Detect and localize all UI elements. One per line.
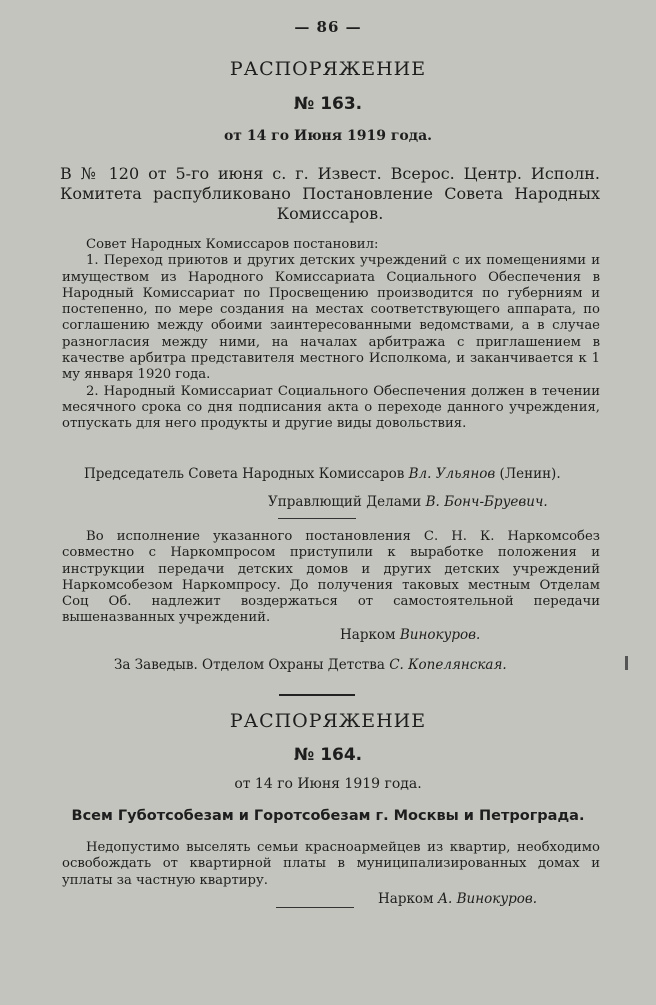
order-164-title: РАСПОРЯЖЕНИЕ [229, 710, 427, 732]
signature-narkom-1-role: Нарком [340, 627, 396, 643]
order-164-date: от 14 го Июня 1919 года. [234, 776, 422, 792]
order-164-address: Всем Губотсобезам и Горотсобезам г. Москвы и Петрограда. [71, 808, 585, 824]
order-164-number: № 164. [293, 745, 363, 765]
signature-chairman-suffix: (Ленин). [499, 466, 561, 482]
signature-manager-role: Управлющий Делами [268, 494, 422, 510]
divider-section [279, 694, 355, 696]
page-number: — 86 — [294, 18, 362, 36]
order-163-title: РАСПОРЯЖЕНИЕ [229, 58, 427, 80]
signature-narkom-2-name: А. Винокуров. [437, 891, 538, 907]
signature-narkom-1 [340, 627, 480, 643]
divider-short-2 [276, 907, 354, 908]
signature-chairman-name: Вл. Ульянов [408, 466, 496, 482]
signature-child-dept [114, 657, 507, 673]
order-163-intro: В № 120 от 5-го июня с. г. Извест. Всерос. Центр. Исполн. Комитета распубликовано Постановление Совета Народных Комиссаров. [60, 164, 600, 223]
order-163-number: № 163. [293, 94, 363, 114]
order-163-date: от 14 го Июня 1919 года. [223, 128, 433, 144]
decree-preamble: Совет Народных Комиссаров постановил: [86, 237, 379, 252]
signature-narkom-1-name: Винокуров. [399, 627, 481, 643]
signature-manager-name: В. Бонч-Бруевич. [425, 494, 548, 510]
signature-narkom-2-role: Нарком [378, 891, 434, 907]
signature-chairman [84, 466, 561, 482]
order-163-decree [62, 237, 600, 433]
decree-paragraph-1: 1. Переход приютов и других детских учреждений с их помещениями и имуществом из Народного Комиссариата Социального Обеспечения в Народный Комиссариат по Просвещению производится по губерниям и постепенно, по мере создания на местах соответствующего аппарата, по соглашению между обоими заинтересованными ведомствами, а в случае разногласия между ними, на началах арбитража с приглашением в качестве арбитра представителя местного Исполкома, и заканчивается к 1 му января 1920 года. [62, 253, 600, 383]
execution-paragraph: Во исполнение указанного постановления С. Н. К. Наркомсобез совместно с Наркомпросом приступили к выработке положения и инструкции передачи детских домов и других детских учреждений Наркомсобезом Наркомпросу. До получения таковых местным Отделам Соц Об. надлежит воздержаться от самостоятельной передачи вышеназванных учреждений. [62, 529, 600, 626]
signature-manager [268, 494, 548, 510]
signature-child-dept-role: За Заведыв. Отделом Охраны Детства [114, 657, 385, 673]
order-164-text: Недопустимо выселять семьи красноармейцев из квартир, необходимо освобождать от квартирной платы в муниципализированных домах и уплаты за частную квартиру. [62, 840, 600, 888]
signature-child-dept-name: С. Копелянская. [389, 657, 507, 673]
divider-short-1 [278, 518, 356, 519]
signature-narkom-2 [378, 891, 537, 907]
order-163-execution [62, 529, 600, 627]
signature-chairman-role: Председатель Совета Народных Комиссаров [84, 466, 405, 482]
order-164-body [62, 840, 600, 889]
decree-paragraph-2: 2. Народный Комиссариат Социального Обеспечения должен в течении месячного срока со дня подписания акта о переходе данного учреждения, отпускать для него продукты и другие виды довольствия. [62, 383, 600, 432]
scan-mark [625, 656, 628, 670]
